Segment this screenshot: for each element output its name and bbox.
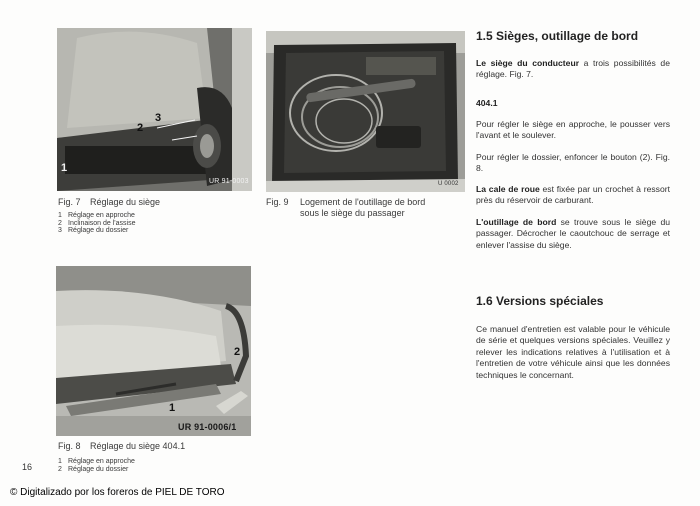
fig8-caption [58, 441, 185, 452]
fig9-caption-number: Fig. 9 [266, 197, 289, 207]
fig7-callout-3: 3 [155, 112, 162, 124]
fig8-legend-item: 2 Réglage du dossier [58, 465, 129, 473]
section-1-6-para-1: Ce manuel d'entretien est valable pour le véhicule de série et quelques versions spéciales. Veuillez y relever les indications relatives à l'utilisation et à l'entretien de votre véhicule ainsi que les données techniques le concernant. [476, 324, 670, 380]
fig9-toolkit-illustration [266, 31, 465, 192]
fig7-legend-item: 2 Inclinaison de l'assise [58, 219, 136, 227]
fig8-legend-item: 1 Réglage en approche [58, 458, 135, 465]
page-number: 16 [22, 462, 33, 472]
driver-seat-term: Le siège du conducteur [476, 58, 580, 68]
section-1-6-heading: 1.6 Versions spéciales [476, 294, 604, 308]
fig8-callout-1: 1 [169, 402, 176, 414]
section-1-5-para-4: La cale de roue est fixée par un crochet à ressort près du réservoir de carburant. [476, 184, 670, 206]
fig9-caption-line2: sous le siège du passager [300, 208, 405, 218]
fig7-callout-1: 1 [61, 162, 68, 174]
section-1-5-para-3: Pour régler le dossier, enfoncer le bouton (2). Fig. 8. [476, 152, 670, 174]
section-1-5-para-2: Pour régler le siège en approche, le pousser vers l'avant et le soulever. [476, 119, 670, 141]
scan-credit-footer: © Digitalizado por los foreros de PIEL DE TORO [10, 487, 225, 498]
fig9-code: U 0002 [438, 181, 459, 187]
fig8-caption-title: Réglage du siège 404.1 [90, 441, 186, 451]
fig8-photo [56, 266, 251, 436]
fig8-caption-number: Fig. 8 [58, 441, 81, 451]
fig7-code: UR 91-0003 [209, 178, 249, 185]
fig7-seat-illustration [57, 28, 252, 191]
section-1-5-para-1: Le siège du conducteur a trois possibilités de réglage. Fig. 7. [476, 58, 670, 80]
fig8-code: UR 91-0006/1 [178, 422, 237, 432]
fig7-caption [58, 197, 160, 208]
fig8-seat-illustration [56, 266, 251, 436]
fig9-caption-line1: Logement de l'outillage de bord [300, 197, 426, 207]
toolkit-term: L'outillage de bord [476, 217, 557, 227]
fig7-photo [57, 28, 252, 191]
fig7-legend-item: 3 Réglage du dossier [58, 227, 129, 234]
fig7-caption-number: Fig. 7 [58, 197, 81, 207]
fig8-callout-2: 2 [234, 346, 241, 358]
fig7-caption-title: Réglage du siège [90, 197, 161, 207]
section-1-5-subheading: 404.1 [476, 98, 498, 108]
fig9-photo [266, 31, 465, 192]
fig8-legend [58, 458, 135, 473]
fig7-legend-item: 1 Réglage en approche [58, 212, 135, 219]
fig9-caption [266, 197, 425, 219]
wheel-chock-term: La cale de roue [476, 184, 540, 194]
fig7-callout-2: 2 [137, 122, 144, 134]
fig7-legend [58, 212, 135, 235]
section-1-5-para-5: L'outillage de bord se trouve sous le siège du passager. Décrocher le caoutchouc de serrage et enlever l'assise du siège. [476, 217, 671, 250]
section-1-5-heading: 1.5 Sièges, outillage de bord [476, 29, 639, 43]
